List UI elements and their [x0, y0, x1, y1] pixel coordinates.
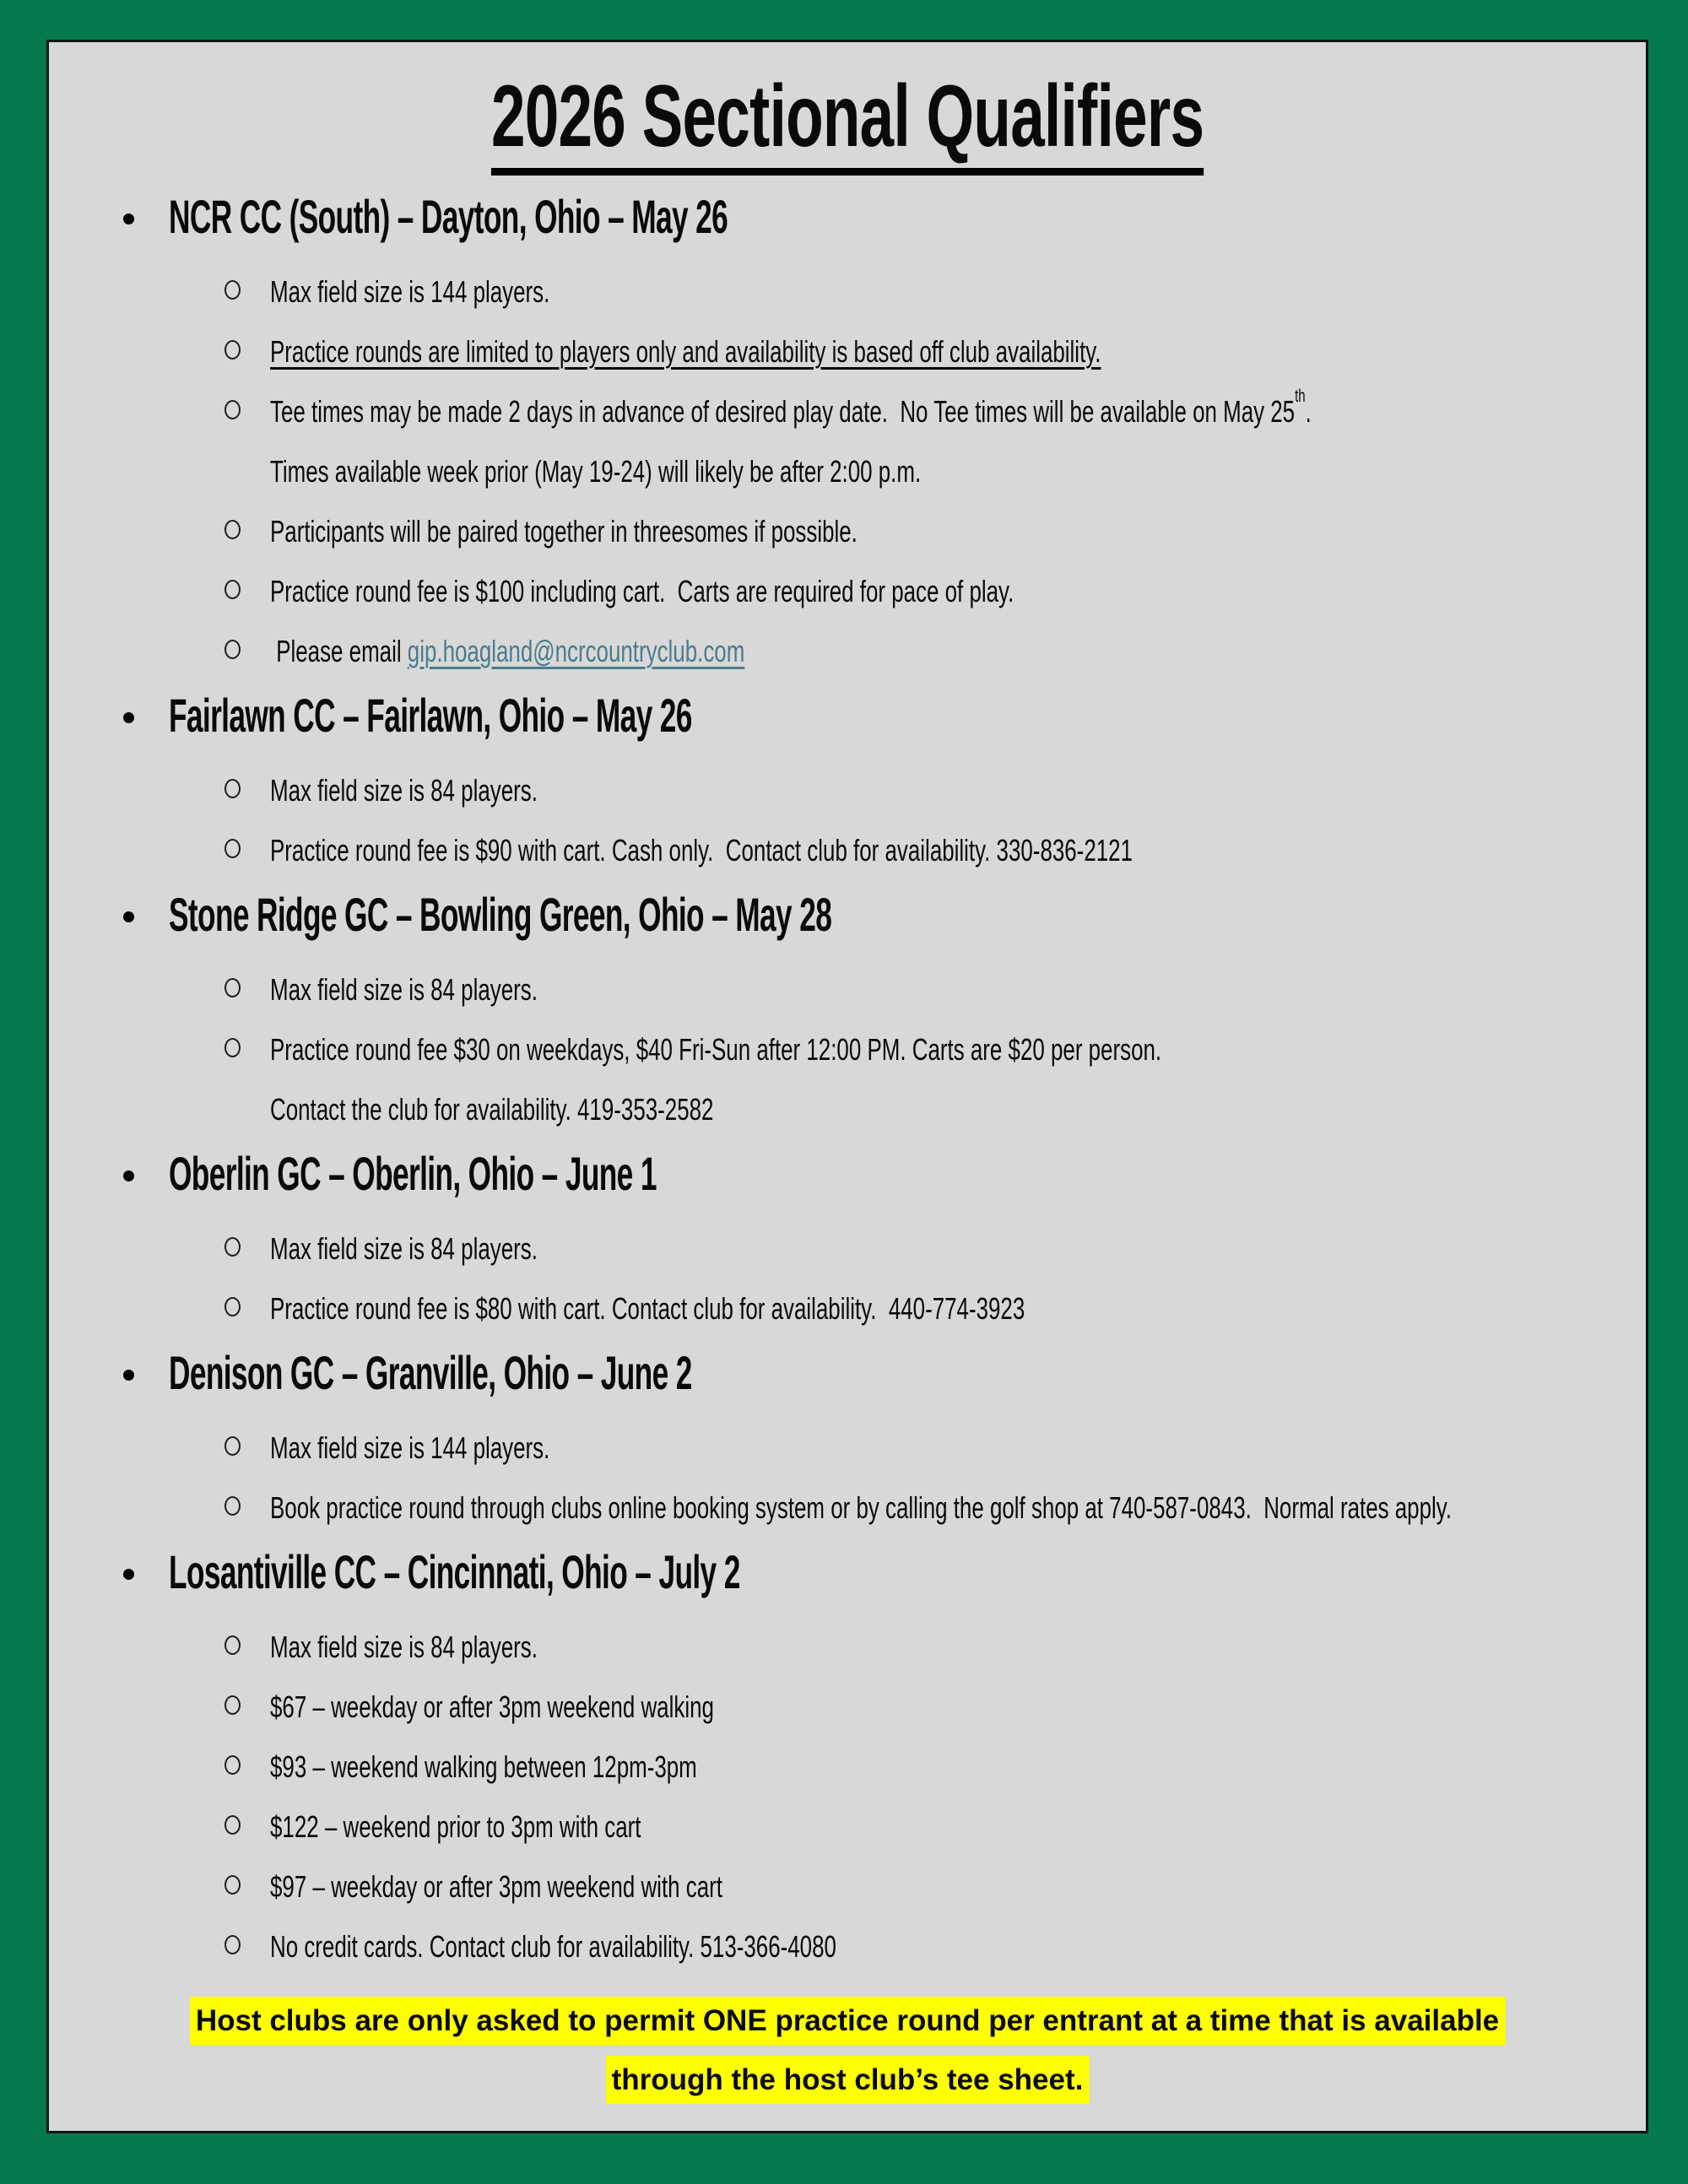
circle-icon: [225, 1496, 241, 1516]
section-denison-gc: [49, 1342, 1646, 1538]
document-page: [46, 40, 1648, 2133]
bullet-item: [49, 1916, 1646, 1976]
bullet-item: [49, 960, 1646, 1019]
section-heading-row: [49, 1342, 1646, 1404]
bullet-item: [49, 381, 1646, 441]
item-text: [270, 621, 744, 681]
item-text: Times available week prior (May 19-24) will likely be after 2:00 p.m.: [270, 454, 922, 489]
circle-icon: [225, 340, 241, 359]
circle-icon: [225, 1875, 241, 1895]
bullet-item: [49, 262, 1646, 322]
section-heading: Fairlawn CC – Fairlawn, Ohio – May 26: [169, 689, 692, 742]
circle-icon: [225, 1436, 241, 1456]
circle-icon: [225, 1297, 241, 1316]
item-text: Practice rounds are limited to players only and availability is based off club availability.: [270, 334, 1101, 369]
bullet-item: [49, 1219, 1646, 1279]
bullet-item: [49, 1617, 1646, 1677]
email-link[interactable]: gip.hoagland@ncrcountryclub.com: [407, 634, 745, 668]
item-text: Practice round fee is $80 with cart. Contact club for availability. 440-774-3923: [270, 1291, 1025, 1326]
circle-icon: [225, 1815, 241, 1835]
bullet-item: [49, 322, 1646, 381]
bullet-item: [49, 1737, 1646, 1797]
section-heading: NCR CC (South) – Dayton, Ohio – May 26: [169, 190, 728, 243]
section-heading: Stone Ridge GC – Bowling Green, Ohio – May 28: [169, 888, 832, 941]
dot-icon: [123, 1569, 134, 1580]
page-title: [49, 42, 1646, 182]
item-text: Practice round fee $30 on weekdays, $40 Fri-Sun after 12:00 PM. Carts are $20 per person.: [270, 1032, 1162, 1067]
item-text: $122 – weekend prior to 3pm with cart: [270, 1809, 641, 1844]
section-fairlawn-cc: [49, 684, 1646, 880]
bullet-item-continuation: [49, 1079, 1646, 1139]
circle-icon: [225, 1635, 241, 1655]
section-oberlin-gc: [49, 1143, 1646, 1338]
section-stone-ridge-gc: [49, 884, 1646, 1139]
bullet-item: [49, 1857, 1646, 1916]
circle-icon: [225, 280, 241, 300]
bullet-item: [49, 1418, 1646, 1478]
circle-icon: [225, 580, 241, 599]
section-heading-row: [49, 1143, 1646, 1205]
section-losantiville-cc: [49, 1541, 1646, 1976]
item-text: Max field size is 84 players.: [270, 773, 538, 808]
item-text: Max field size is 84 players.: [270, 1231, 538, 1266]
bullet-item: [49, 820, 1646, 880]
highlighted-text: Host clubs are only asked to permit ONE practice round per entrant at a time that is available: [190, 1997, 1505, 2045]
section-heading: Denison GC – Granville, Ohio – June 2: [169, 1346, 692, 1399]
section-ncr-cc: [49, 186, 1646, 681]
section-heading-row: [49, 884, 1646, 946]
circle-icon: [225, 839, 241, 858]
section-heading: Losantiville CC – Cincinnati, Ohio – July 2: [169, 1545, 740, 1598]
item-text: $67 – weekday or after 3pm weekend walking: [270, 1689, 714, 1724]
dot-icon: [123, 1370, 134, 1381]
section-heading-row: [49, 186, 1646, 248]
bullet-item: [49, 1478, 1646, 1538]
item-text: [270, 381, 1312, 441]
circle-icon: [225, 1695, 241, 1715]
item-text: Practice round fee is $90 with cart. Cash only. Contact club for availability. 330-836-2121: [270, 833, 1133, 868]
item-text: $97 – weekday or after 3pm weekend with cart: [270, 1869, 722, 1904]
section-heading: Oberlin GC – Oberlin, Ohio – June 1: [169, 1147, 657, 1200]
dot-icon: [123, 911, 134, 922]
page-title-text: 2026 Sectional Qualifiers: [491, 71, 1204, 176]
item-text: Max field size is 84 players.: [270, 1630, 538, 1664]
bullet-item: [49, 501, 1646, 561]
bullet-item: [49, 1677, 1646, 1737]
item-text: Max field size is 144 players.: [270, 1430, 550, 1465]
item-text: Contact the club for availability. 419-353-2582: [270, 1092, 714, 1127]
section-heading-row: [49, 1541, 1646, 1603]
bullet-item: [49, 621, 1646, 681]
dot-icon: [123, 1170, 134, 1181]
bullet-item-continuation: [49, 441, 1646, 501]
item-text: Participants will be paired together in threesomes if possible.: [270, 514, 858, 549]
item-text: Practice round fee is $100 including cart. Carts are required for pace of play.: [270, 574, 1014, 608]
dot-icon: [123, 712, 134, 723]
bullet-item: [49, 561, 1646, 621]
dot-icon: [123, 214, 134, 224]
item-text-post: .: [1305, 394, 1312, 429]
highlighted-text: through the host club’s tee sheet.: [606, 2056, 1090, 2104]
circle-icon: [225, 779, 241, 798]
item-text: Max field size is 84 players.: [270, 972, 538, 1007]
item-text: Max field size is 144 players.: [270, 274, 550, 309]
email-label: Please email: [270, 634, 408, 668]
item-text-pre: Tee times may be made 2 days in advance of desired play date. No Tee times will be available on May 25: [270, 394, 1296, 429]
circle-icon: [225, 1237, 241, 1257]
circle-icon: [225, 640, 241, 659]
bullet-item: [49, 1797, 1646, 1857]
circle-icon: [225, 520, 241, 539]
item-text: Book practice round through clubs online booking system or by calling the golf shop at 740-587-0843. Normal rates apply.: [270, 1490, 1453, 1525]
bullet-item: [49, 760, 1646, 820]
section-heading-row: [49, 684, 1646, 747]
footer-line-2: [49, 2051, 1646, 2110]
circle-icon: [225, 1755, 241, 1775]
bullet-item: [49, 1279, 1646, 1338]
circle-icon: [225, 1935, 241, 1954]
circle-icon: [225, 978, 241, 997]
circle-icon: [225, 400, 241, 419]
bullet-item: [49, 1019, 1646, 1079]
footer-notice: [49, 1992, 1646, 2110]
item-text: No credit cards. Contact club for availability. 513-366-4080: [270, 1929, 836, 1964]
footer-line-1: [49, 1992, 1646, 2051]
circle-icon: [225, 1038, 241, 1057]
item-text: $93 – weekend walking between 12pm-3pm: [270, 1749, 697, 1784]
superscript-th: th: [1295, 386, 1306, 406]
